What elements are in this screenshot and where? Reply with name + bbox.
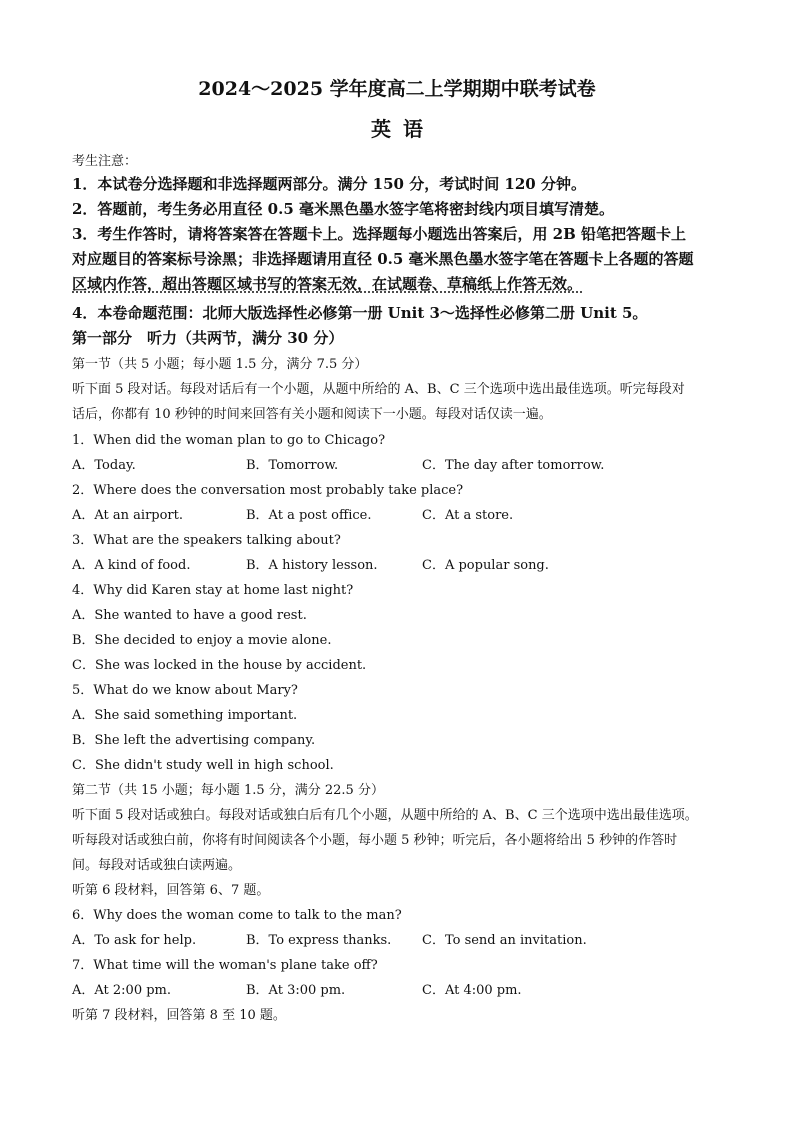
section1-instructions: 话后，你都有 10 秒钟的时间来回答有关小题和阅读下一小题。每段对话仅读一遍。 <box>72 407 552 422</box>
notice-item: 2．答题前，考生务必用直径 0.5 毫米黑色墨水签字笔将密封线内项目填写清楚。 <box>72 200 614 218</box>
option-a: A．At an airport. <box>72 508 184 523</box>
option-b: B．Tomorrow. <box>246 458 339 473</box>
exam-title: 2024～2025 学年度高二上学期期中联考试卷 <box>198 78 596 100</box>
option-c: C．She was locked in the house by accident. <box>72 658 367 673</box>
notice-item: 3．考生作答时，请将答案答在答题卡上。选择题每小题选出答案后，用 2B 铅笔把答题卡上 <box>72 225 687 243</box>
option-b: B．At a post office. <box>246 508 372 523</box>
option-a: A．At 2:00 pm. <box>72 983 172 998</box>
section1-heading: 第一节（共 5 小题；每小题 1.5 分，满分 7.5 分） <box>72 357 368 372</box>
section2-heading: 第二节（共 15 小题；每小题 1.5 分，满分 22.5 分） <box>72 783 384 798</box>
option-c: C．The day after tomorrow. <box>422 458 605 473</box>
part1-heading: 第一部分 听力（共两节，满分 30 分） <box>72 329 344 347</box>
option-c: C．To send an invitation. <box>422 933 587 948</box>
option-c: C．A popular song. <box>422 558 549 573</box>
question-2: 2．Where does the conversation most probably take place? <box>72 483 464 498</box>
section1-instructions: 听下面 5 段对话。每段对话后有一个小题，从题中所给的 A、B、C 三个选项中选出最佳选项。听完每段对 <box>72 382 685 397</box>
option-a: A．A kind of food. <box>72 558 191 573</box>
notice-item: 4．本卷命题范围：北师大版选择性必修第一册 Unit 3～选择性必修第二册 Unit 5。 <box>72 304 648 322</box>
question-4: 4．Why did Karen stay at home last night? <box>72 583 354 598</box>
option-b: B．She decided to enjoy a movie alone. <box>72 633 332 648</box>
question-5: 5．What do we know about Mary? <box>72 683 298 698</box>
notice-heading: 考生注意： <box>72 154 138 169</box>
material-7-note: 听第 7 段材料，回答第 8 至 10 题。 <box>72 1008 286 1023</box>
notice-item: 1．本试卷分选择题和非选择题两部分。满分 150 分，考试时间 120 分钟。 <box>72 175 586 193</box>
option-a: A．She wanted to have a good rest. <box>72 608 307 623</box>
section2-instructions: 间。每段对话或独白读两遍。 <box>72 858 242 873</box>
option-a: A．To ask for help. <box>72 933 197 948</box>
option-b: B．At 3:00 pm. <box>246 983 346 998</box>
option-b: B．She left the advertising company. <box>72 733 316 748</box>
question-7: 7．What time will the woman's plane take off? <box>72 958 378 973</box>
option-a: A．She said something important. <box>72 708 298 723</box>
option-a: A．Today. <box>72 458 136 473</box>
option-b: B．To express thanks. <box>246 933 392 948</box>
question-1: 1．When did the woman plan to go to Chicago? <box>72 433 386 448</box>
section2-instructions: 听每段对话或独白前，你将有时间阅读各个小题，每小题 5 秒钟；听完后，各小题将给出 5 秒钟的作答时 <box>72 833 678 848</box>
notice-item: 对应题目的答案标号涂黑；非选择题请用直径 0.5 毫米黑色墨水签字笔在答题卡上各题的答题 <box>72 250 694 268</box>
subject-title: 英语 <box>371 117 435 141</box>
option-c: C．At a store. <box>422 508 514 523</box>
option-c: C．She didn't study well in high school. <box>72 758 334 773</box>
section2-instructions: 听下面 5 段对话或独白。每段对话或独白后有几个小题，从题中所给的 A、B、C 三个选项中选出最佳选项。 <box>72 808 698 823</box>
option-c: C．At 4:00 pm. <box>422 983 522 998</box>
material-6-note: 听第 6 段材料，回答第 6、7 题。 <box>72 883 270 898</box>
question-3: 3．What are the speakers talking about? <box>72 533 341 548</box>
notice-item: 区域内作答，超出答题区域书写的答案无效，在试题卷、草稿纸上作答无效。 <box>72 275 583 293</box>
option-b: B．A history lesson. <box>246 558 378 573</box>
question-6: 6．Why does the woman come to talk to the man? <box>72 908 402 923</box>
